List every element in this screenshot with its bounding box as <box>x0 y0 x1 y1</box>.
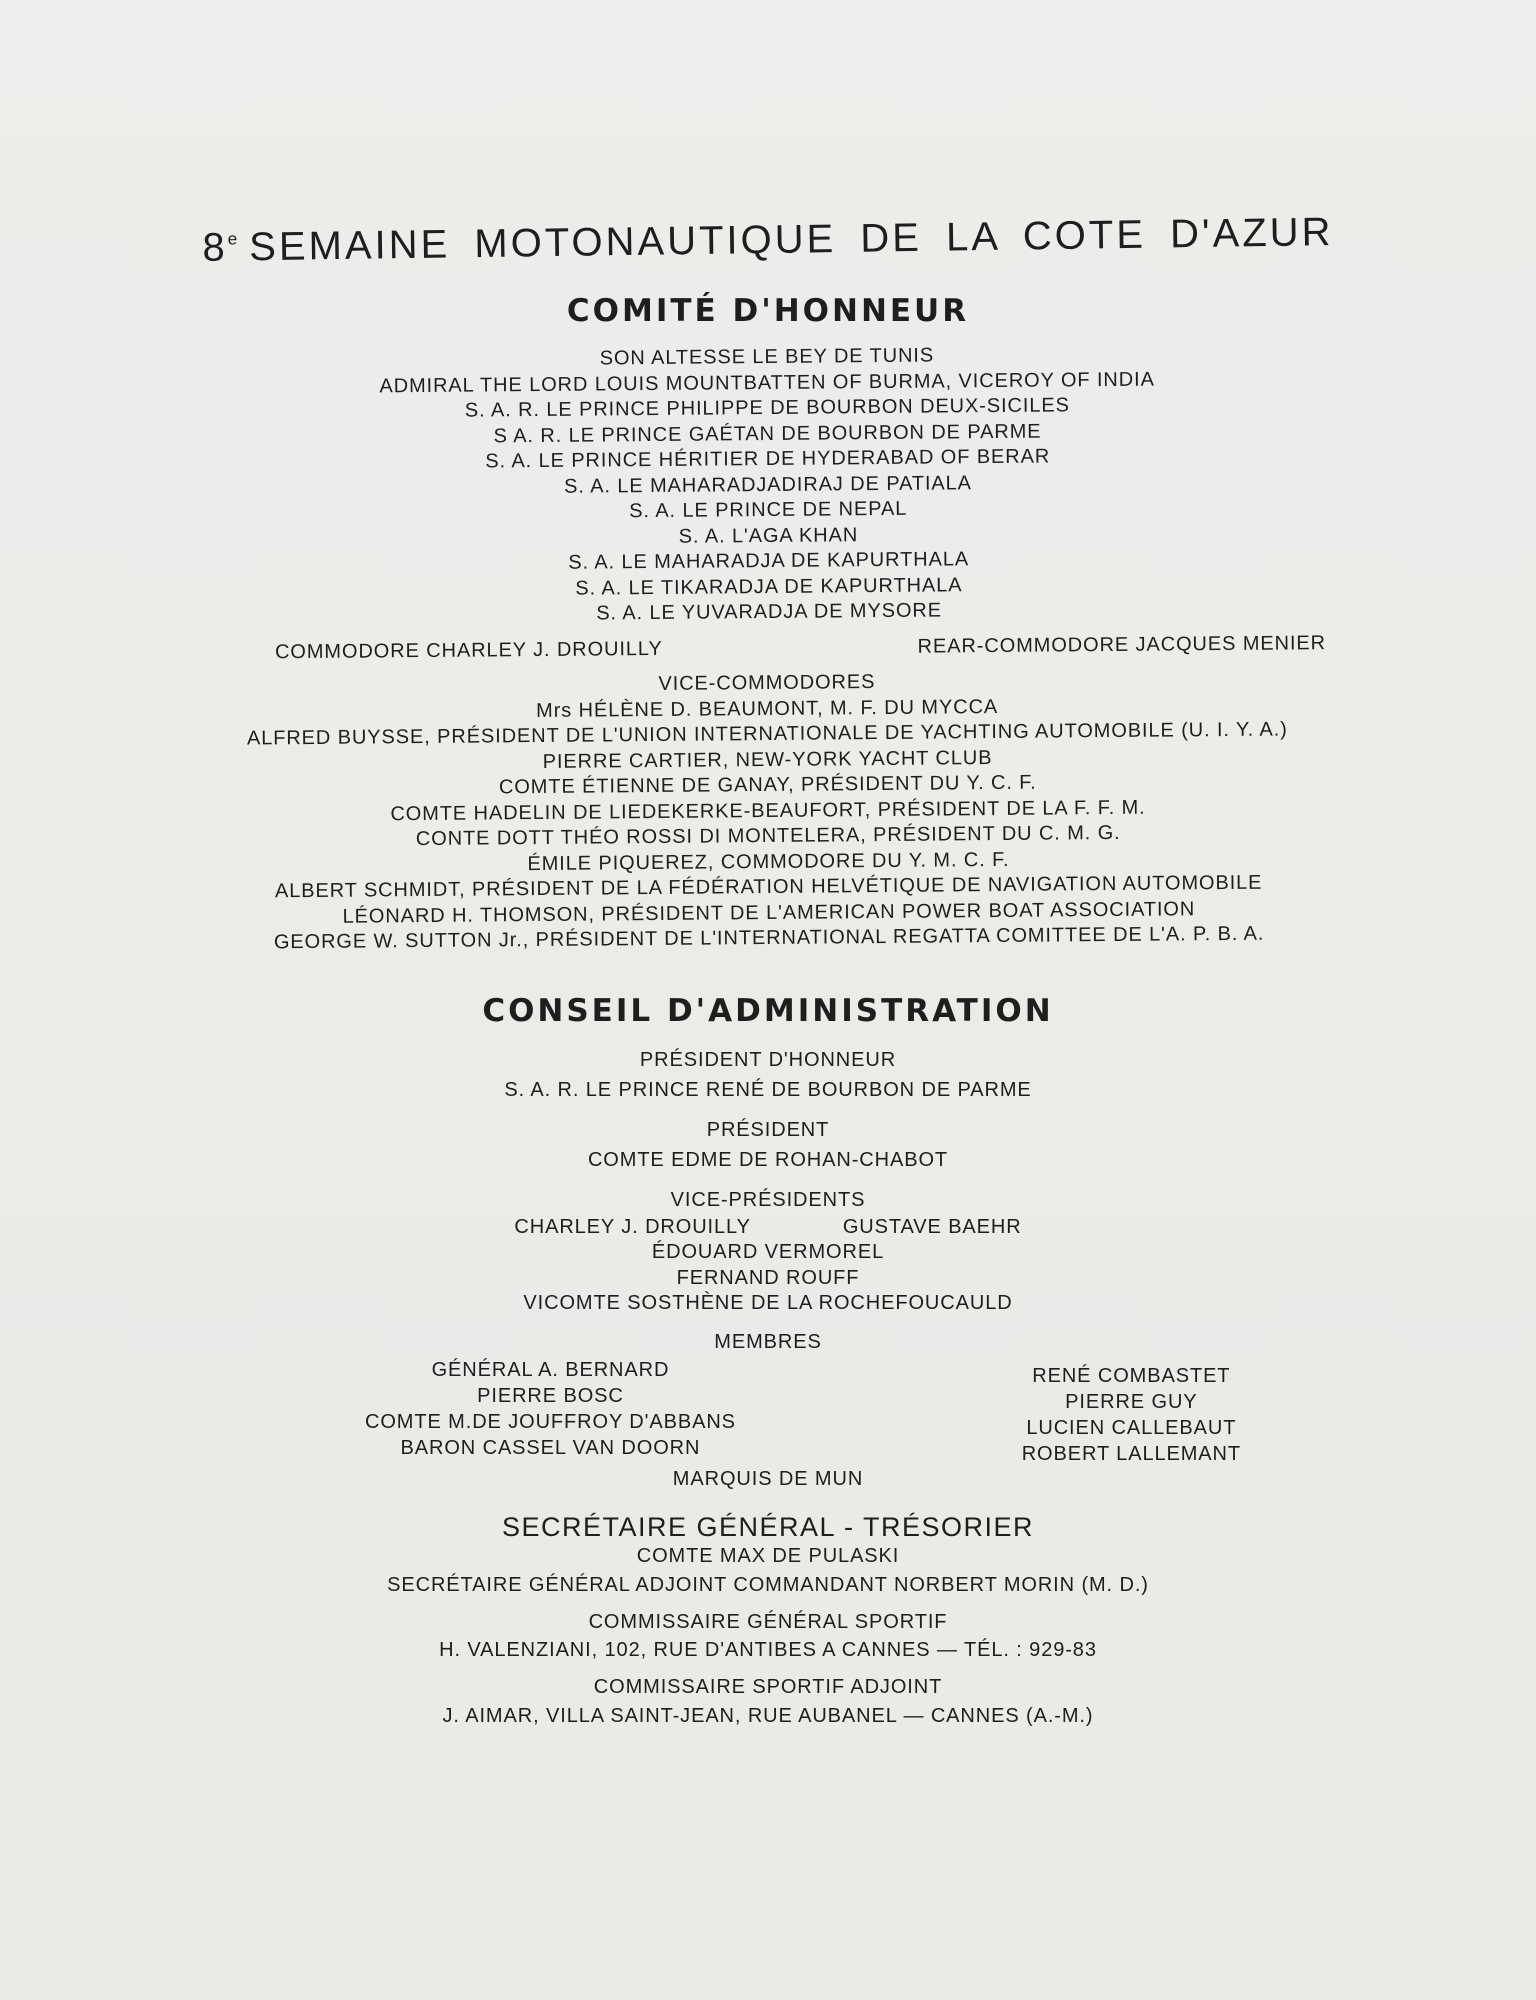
title-ordinal: 8 <box>202 225 229 270</box>
conseil-heading: CONSEIL D'ADMINISTRATION <box>482 993 1054 1029</box>
vice-commodore: Mrs HÉLÈNE D. BEAUMONT, M. F. DU MYCCA <box>536 694 999 722</box>
honneur-member: S A. R. LE PRINCE GAÉTAN DE BOURBON DE PARME <box>493 420 1042 447</box>
vice-commodore: GEORGE W. SUTTON Jr., PRÉSIDENT DE L'INTERNATIONAL REGATTA COMITTEE DE L'A. P. B. A. <box>273 922 1265 953</box>
commodore: COMMODORE CHARLEY J. DROUILLY <box>274 637 663 663</box>
secretaire-adjoint: SECRÉTAIRE GÉNÉRAL ADJOINT COMMANDANT NORBERT MORIN (M. D.) <box>387 1573 1149 1596</box>
vice-presidents-heading: VICE-PRÉSIDENTS <box>670 1189 866 1211</box>
commissaire-adjoint: J. AIMAR, VILLA SAINT-JEAN, RUE AUBANEL — CANNES (A.-M.) <box>442 1704 1094 1727</box>
vice-presidents-row <box>150 1215 1386 1240</box>
honneur-member: S. A. LE MAHARADJADIRAJ DE PATIALA <box>564 471 972 498</box>
vice-commodore: COMTE HADELIN DE LIEDEKERKE-BEAUFORT, PRÉSIDENT DE LA F. F. M. <box>390 795 1146 825</box>
honneur-member: S. A. LE YUVARADJA DE MYSORE <box>596 599 943 625</box>
membre: BARON CASSEL VAN DOORN <box>400 1436 701 1459</box>
title-text: SEMAINE MOTONAUTIQUE DE LA COTE D'AZUR <box>248 210 1334 270</box>
vice-president: VICOMTE SOSTHÈNE DE LA ROCHEFOUCAULD <box>523 1292 1013 1314</box>
membres-right-column <box>1022 1363 1241 1467</box>
honneur-member: ADMIRAL THE LORD LOUIS MOUNTBATTEN OF BURMA, VICEROY OF INDIA <box>379 368 1155 397</box>
membres-left-column <box>365 1357 736 1467</box>
honneur-member: SON ALTESSE LE BEY DE TUNIS <box>599 344 935 370</box>
page-content <box>150 210 1386 1731</box>
vice-commodore: ALFRED BUYSSE, PRÉSIDENT DE L'UNION INTERNATIONALE DE YACHTING AUTOMOBILE (U. I. Y. A.) <box>246 717 1288 750</box>
vice-commodore: CONTE DOTT THÉO ROSSI DI MONTELERA, PRÉSIDENT DU C. M. G. <box>415 821 1121 850</box>
vice-president: CHARLEY J. DROUILLY <box>514 1216 751 1238</box>
membre-last: MARQUIS DE MUN <box>672 1467 864 1490</box>
vice-commodore: COMTE ÉTIENNE DE GANAY, PRÉSIDENT DU Y. C. F. <box>498 771 1037 798</box>
president-honneur: S. A. R. LE PRINCE RENÉ DE BOURBON DE PARME <box>504 1079 1032 1101</box>
vice-commodore: PIERRE CARTIER, NEW-YORK YACHT CLUB <box>542 746 993 772</box>
honneur-member: S. A. L'AGA KHAN <box>678 523 859 548</box>
vice-commodore: ÉMILE PIQUEREZ, COMMODORE DU Y. M. C. F. <box>527 847 1010 875</box>
president: COMTE EDME DE ROHAN-CHABOT <box>587 1149 949 1171</box>
honneur-member: S. A. LE PRINCE DE NEPAL <box>629 497 908 523</box>
vice-commodore: LÉONARD H. THOMSON, PRÉSIDENT DE L'AMERICAN POWER BOAT ASSOCIATION <box>342 897 1196 927</box>
honneur-member: S. A. R. LE PRINCE PHILIPPE DE BOURBON DEUX-SICILES <box>464 394 1070 422</box>
honneur-member: S. A. LE PRINCE HÉRITIER DE HYDERABAD OF BERAR <box>485 445 1051 473</box>
membre: LUCIEN CALLEBAUT <box>1026 1416 1237 1439</box>
membre: COMTE M.DE JOUFFROY D'ABBANS <box>365 1410 736 1433</box>
membre: ROBERT LALLEMANT <box>1021 1442 1241 1465</box>
membres-heading: MEMBRES <box>714 1330 822 1353</box>
commissaire-adjoint-heading: COMMISSAIRE SPORTIF ADJOINT <box>593 1676 943 1698</box>
vice-president: FERNAND ROUFF <box>676 1266 860 1289</box>
commissaire-heading: COMMISSAIRE GÉNÉRAL SPORTIF <box>588 1610 948 1633</box>
vice-president: ÉDOUARD VERMOREL <box>651 1241 885 1263</box>
comite-honneur-list <box>149 340 1387 631</box>
vice-commodores-block <box>149 665 1387 956</box>
comite-honneur-heading: COMITÉ D'HONNEUR <box>566 293 970 329</box>
vice-president: GUSTAVE BAEHR <box>842 1216 1022 1238</box>
membre: PIERRE GUY <box>1065 1390 1198 1413</box>
honneur-member: S. A. LE TIKARADJA DE KAPURTHALA <box>575 573 963 600</box>
membre: GÉNÉRAL A. BERNARD <box>431 1358 670 1381</box>
page-title <box>150 209 1387 271</box>
secretaire-heading: SECRÉTAIRE GÉNÉRAL - TRÉSORIER <box>501 1512 1035 1542</box>
rear-commodore: REAR-COMMODORE JACQUES MENIER <box>917 631 1327 658</box>
membre: RENÉ COMBASTET <box>1032 1364 1231 1387</box>
president-honneur-heading: PRÉSIDENT D'HONNEUR <box>639 1049 897 1071</box>
title-ordinal-suffix: e <box>227 229 238 249</box>
vice-commodore: ALBERT SCHMIDT, PRÉSIDENT DE LA FÉDÉRATION HELVÉTIQUE DE NAVIGATION AUTOMOBILE <box>274 871 1263 902</box>
membres-columns <box>150 1357 1386 1467</box>
president-heading: PRÉSIDENT <box>706 1119 830 1141</box>
secretaire: COMTE MAX DE PULASKI <box>636 1545 900 1567</box>
membre: PIERRE BOSC <box>477 1384 624 1407</box>
honneur-member: S. A. LE MAHARADJA DE KAPURTHALA <box>568 548 970 574</box>
commissaire: H. VALENZIANI, 102, RUE D'ANTIBES A CANNES — TÉL. : 929-83 <box>439 1639 1097 1661</box>
vice-commodores-heading: VICE-COMMODORES <box>658 670 876 695</box>
